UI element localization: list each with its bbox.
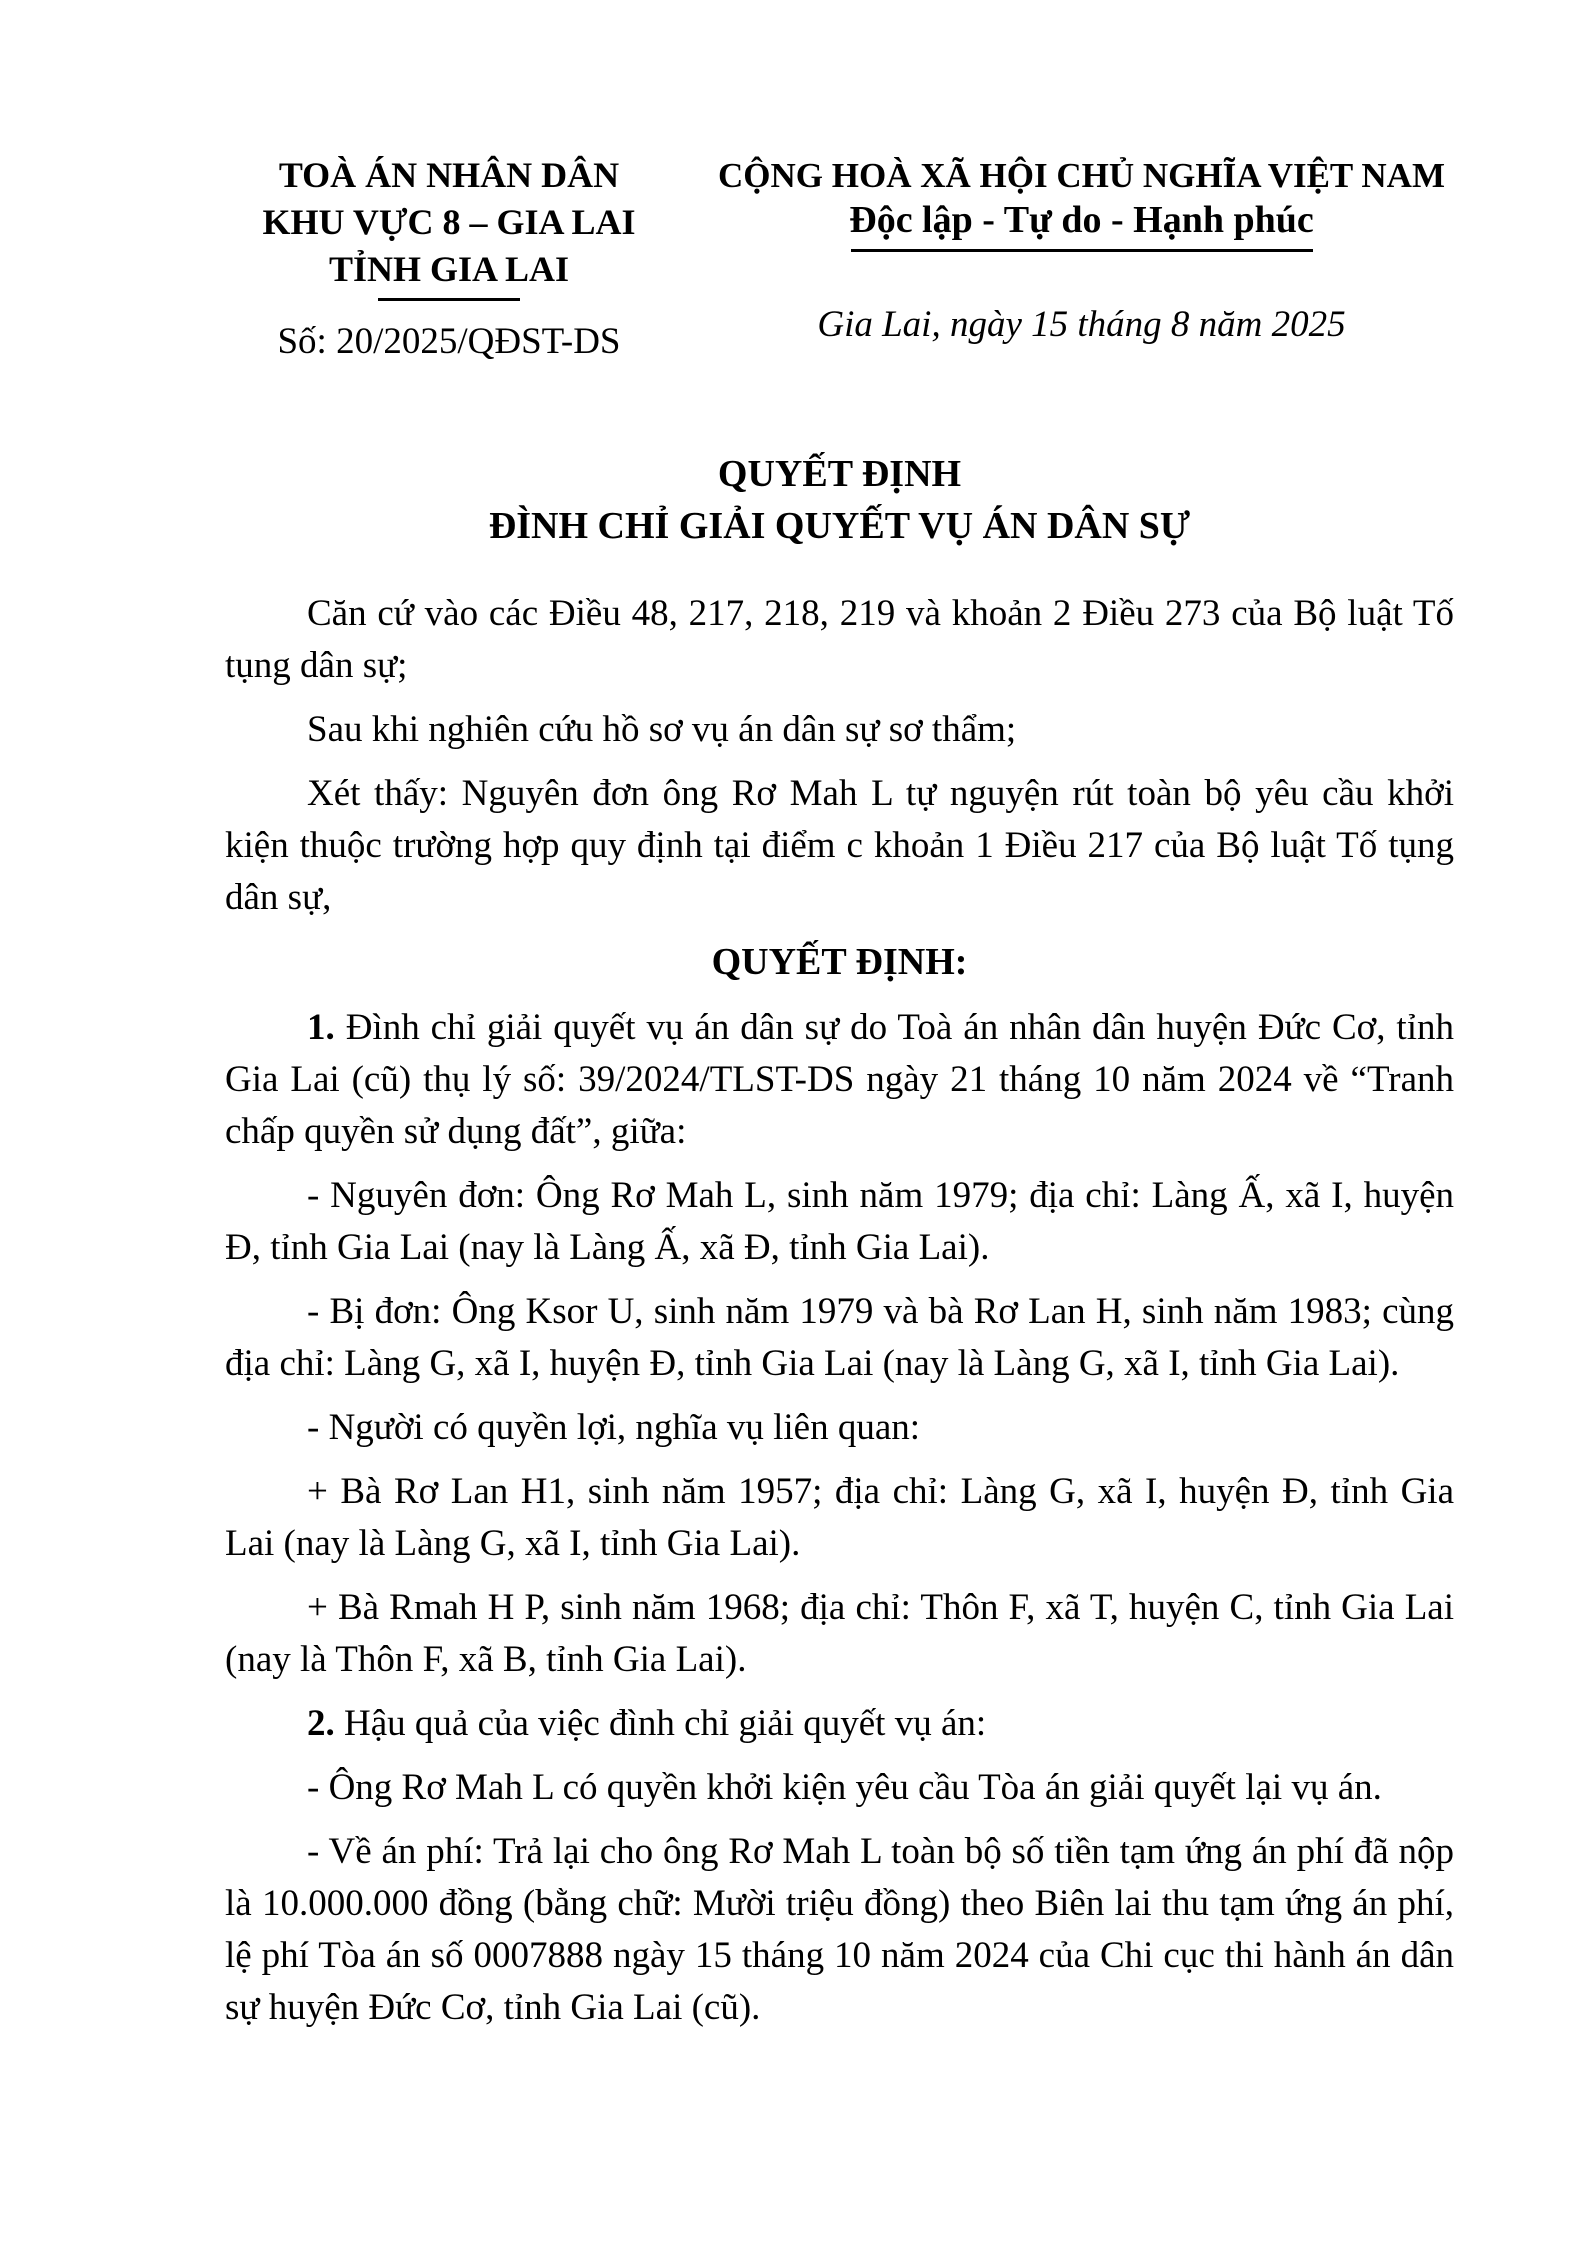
paragraph-item1 — [225, 1002, 1454, 1158]
court-block — [225, 152, 673, 364]
item1-text: Đình chỉ giải quyết vụ án dân sự do Toà án nhân dân huyện Đức Cơ, tỉnh Gia Lai (cũ) thụ lý số: 39/2024/TLST-DS ngày 21 tháng 10 năm 2024 về “Tranh chấp quyền sử dụng đất”, giữa: — [225, 1007, 1454, 1152]
document-title — [225, 448, 1454, 552]
paragraph-item2 — [225, 1698, 1454, 1750]
decision-section-heading: QUYẾT ĐỊNH: — [711, 941, 968, 983]
national-header-block — [709, 152, 1454, 347]
item1-number: 1. — [307, 1007, 335, 1048]
paragraph-finding: Xét thấy: Nguyên đơn ông Rơ Mah L tự nguyện rút toàn bộ yêu cầu khởi kiện thuộc trường hợp quy định tại điểm c khoản 1 Điều 217 của Bộ luật Tố tụng dân sự, — [225, 773, 1454, 918]
national-title: CỘNG HOÀ XÃ HỘI CHỦ NGHĨA VIỆT NAM — [718, 156, 1445, 195]
item2-text: Hậu quả của việc đình chỉ giải quyết vụ án: — [334, 1703, 987, 1744]
paragraph-plaintiff: - Nguyên đơn: Ông Rơ Mah L, sinh năm 1979; địa chỉ: Làng Ấ, xã I, huyện Đ, tỉnh Gia Lai (nay là Làng Ấ, xã Đ, tỉnh Gia Lai). — [225, 1175, 1454, 1268]
court-name-line2: KHU VỰC 8 – GIA LAI — [262, 202, 636, 242]
court-underline — [378, 298, 520, 301]
national-motto: Độc lập - Tự do - Hạnh phúc — [849, 199, 1314, 241]
place-date-line: Gia Lai, ngày 15 tháng 8 năm 2025 — [817, 304, 1346, 345]
paragraph-fee: - Về án phí: Trả lại cho ông Rơ Mah L toàn bộ số tiền tạm ứng án phí đã nộp là 10.000.000 đồng (bằng chữ: Mười triệu đồng) theo Biên lai thu tạm ứng án phí, lệ phí Tòa án số 0007888 ngày 15 tháng 10 năm 2024 của Chi cục thi hành án dân sự huyện Đức Cơ, tỉnh Gia Lai (cũ). — [225, 1831, 1454, 2028]
item2-number: 2. — [307, 1703, 335, 1744]
document-header — [225, 152, 1454, 364]
paragraph-legal-basis: Căn cứ vào các Điều 48, 217, 218, 219 và khoản 2 Điều 273 của Bộ luật Tố tụng dân sự; — [225, 593, 1454, 686]
paragraph-review: Sau khi nghiên cứu hồ sơ vụ án dân sự sơ thẩm; — [307, 709, 1017, 750]
court-name-line3: TỈNH GIA LAI — [328, 249, 570, 289]
paragraph-related-person2: + Bà Rmah H P, sinh năm 1968; địa chỉ: Thôn F, xã T, huyện C, tỉnh Gia Lai (nay là Thôn F, xã B, tỉnh Gia Lai). — [225, 1587, 1454, 1680]
document-title-line1: QUYẾT ĐỊNH — [717, 453, 962, 495]
paragraph-related-person1: + Bà Rơ Lan H1, sinh năm 1957; địa chỉ: Làng G, xã I, huyện Đ, tỉnh Gia Lai (nay là Làng G, xã I, tỉnh Gia Lai). — [225, 1471, 1454, 1564]
document-body — [225, 588, 1454, 2034]
court-name-line1: TOÀ ÁN NHÂN DÂN — [278, 155, 620, 195]
paragraph-consequence: - Ông Rơ Mah L có quyền khởi kiện yêu cầu Tòa án giải quyết lại vụ án. — [307, 1767, 1382, 1808]
document-title-line2: ĐÌNH CHỈ GIẢI QUYẾT VỤ ÁN DÂN SỰ — [488, 505, 1191, 547]
paragraph-related-heading: - Người có quyền lợi, nghĩa vụ liên quan: — [307, 1407, 921, 1448]
document-number: Số: 20/2025/QĐST-DS — [277, 321, 621, 362]
paragraph-defendant: - Bị đơn: Ông Ksor U, sinh năm 1979 và bà Rơ Lan H, sinh năm 1983; cùng địa chỉ: Làng G, xã I, huyện Đ, tỉnh Gia Lai (nay là Làng G, xã I, tỉnh Gia Lai). — [225, 1291, 1454, 1384]
motto-underline — [851, 249, 1313, 252]
